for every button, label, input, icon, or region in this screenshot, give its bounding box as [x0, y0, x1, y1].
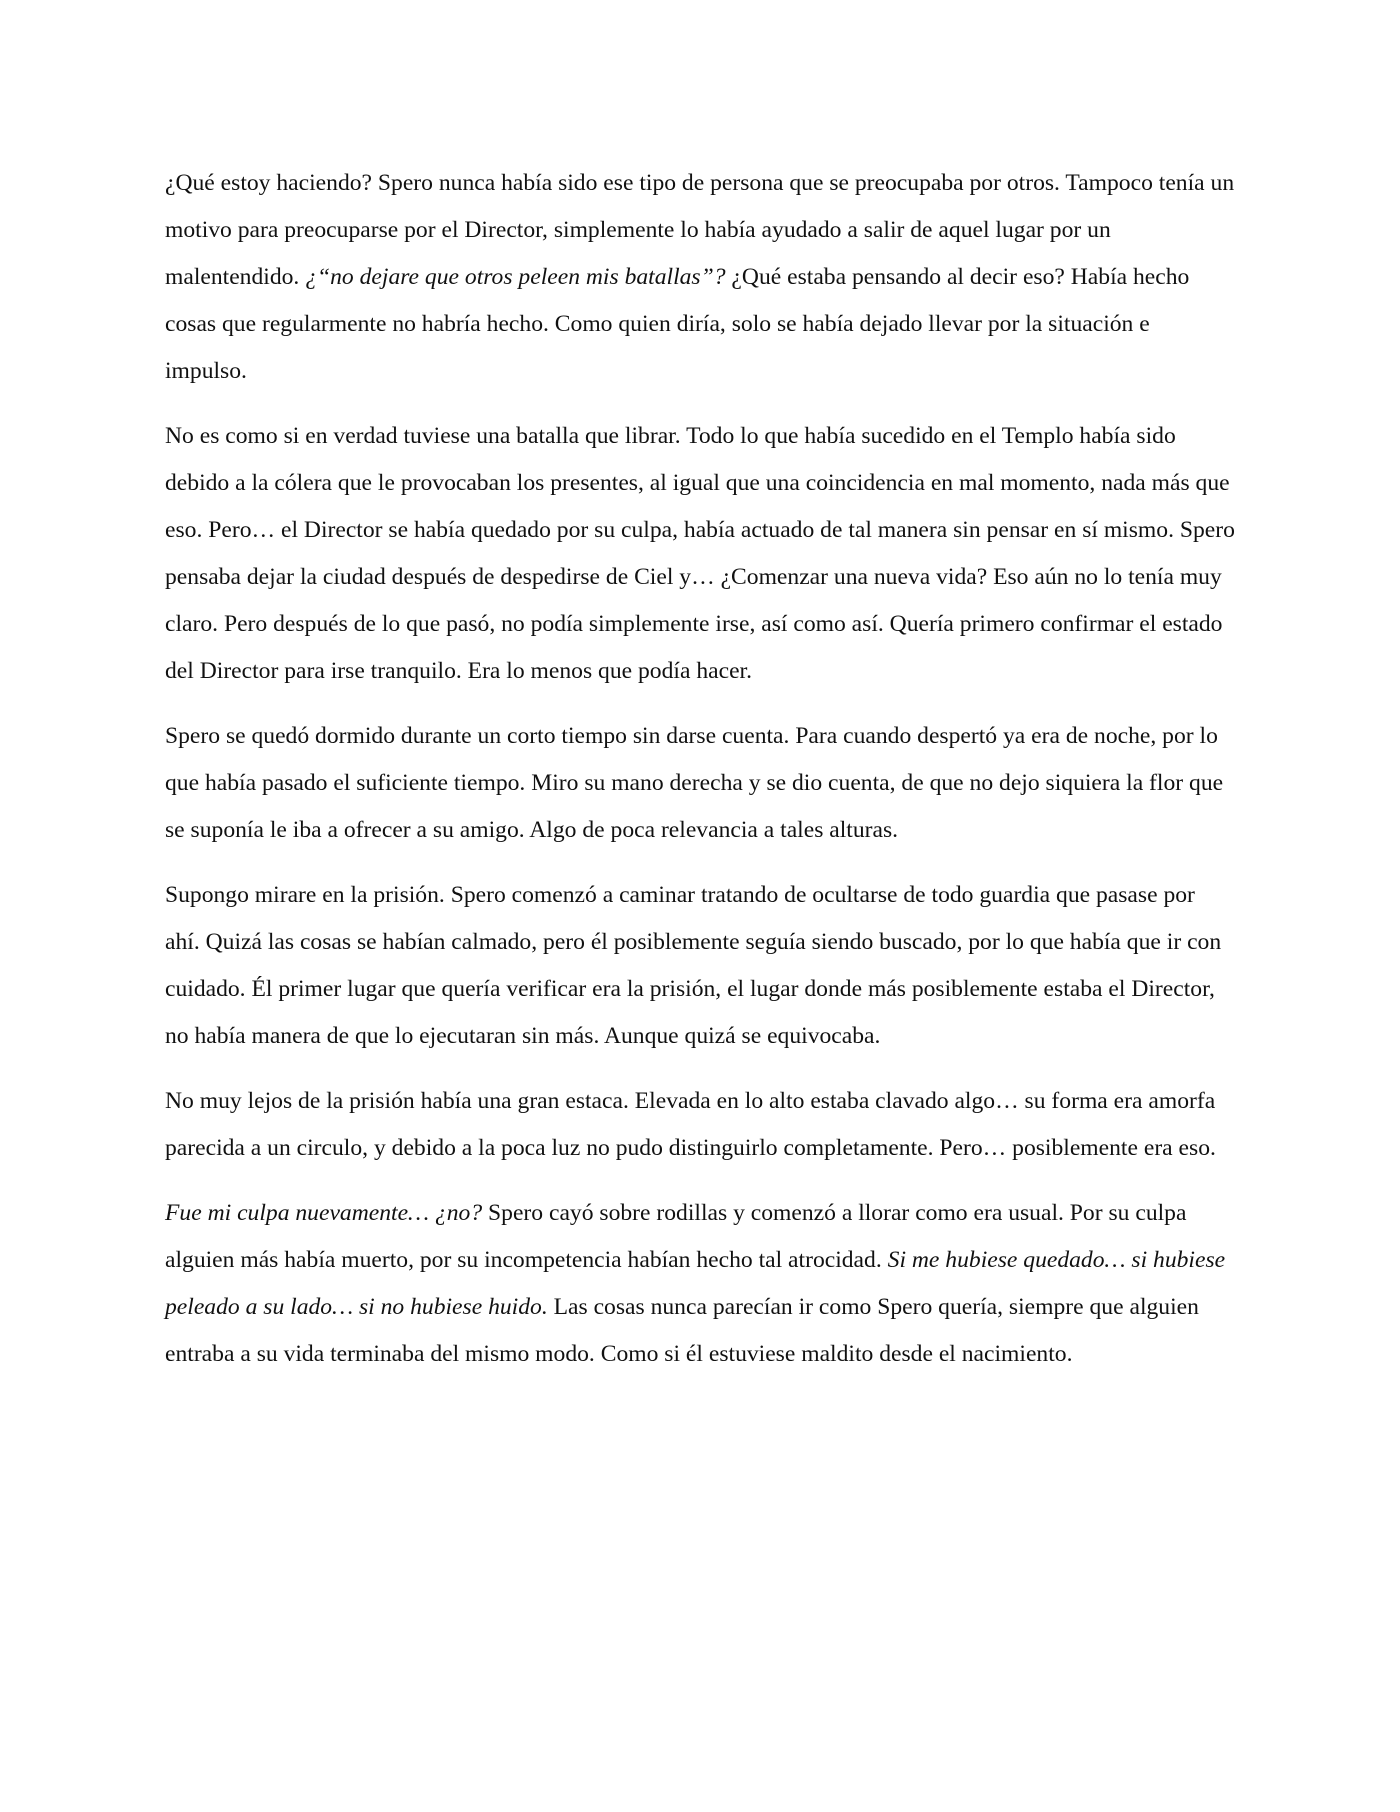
paragraph-6-segment-1: Fue mi culpa nuevamente… ¿no?: [165, 1200, 483, 1226]
paragraph-2: [165, 413, 1235, 695]
paragraph-4-segment-1: Supongo mirare en la prisión.: [165, 882, 445, 908]
paragraph-1: [165, 160, 1235, 395]
paragraph-6-segment-4: Las cosas nunca parecían ir como Spero quería, siempre que alguien entraba a su vida terminaba del mismo modo. Como si él estuviese maldito desde el nacimiento.: [165, 1294, 1199, 1367]
paragraph-1-segment-3: ¿Qué estaba pensando al decir eso? Había hecho cosas que regularmente no habría hecho. Como quien diría, solo se había dejado llevar por la situación e impulso.: [165, 264, 1190, 384]
paragraph-1-segment-1: ¿Qué estoy haciendo? Spero nunca había sido ese tipo de persona que se preocupaba por otros. Tampoco tenía un motivo para preocuparse por el Director, simplemente lo había ayudado a salir de aquel lugar por un malentendido.: [165, 170, 1235, 290]
paragraph-3: [165, 713, 1235, 854]
paragraph-4-segment-2: Spero comenzó a caminar tratando de ocultarse de todo guardia que pasase por ahí. Quizá las cosas se habían calmado, pero él posiblemente seguía siendo buscado, por lo que había que ir con cuidado. Él primer lugar que quería verificar era la prisión, el lugar donde más posiblemente estaba el Director, no había manera de que lo ejecutaran sin más. Aunque quizá se equivocaba.: [165, 882, 1222, 1049]
paragraph-2-segment-1: No es como si en verdad tuviese una batalla que librar. Todo lo que había sucedido en el Templo había sido debido a la cólera que le provocaban los presentes, al igual que una coincidencia en mal momento, nada más que eso. Pero… el Director se había quedado por su culpa, había actuado de tal manera sin pensar en sí mismo. Spero pensaba dejar la ciudad después de despedirse de Ciel y… ¿Comenzar una nueva vida? Eso aún no lo tenía muy claro. Pero después de lo que pasó, no podía simplemente irse, así como así. Quería primero confirmar el estado del Director para irse tranquilo. Era lo menos que podía hacer.: [165, 423, 1235, 684]
text-column: [165, 160, 1235, 1396]
paragraph-6-segment-2: Spero cayó sobre rodillas y comenzó a llorar como era usual. Por su culpa alguien más había muerto, por su incompetencia habían hecho tal atrocidad.: [165, 1200, 1187, 1273]
paragraph-3-segment-1: Spero se quedó dormido durante un corto tiempo sin darse cuenta. Para cuando despertó ya era de noche, por lo que había pasado el suficiente tiempo. Miro su mano derecha y se dio cuenta, de que no dejo siquiera la flor que se suponía le iba a ofrecer a su amigo. Algo de poca relevancia a tales alturas.: [165, 723, 1224, 843]
paragraph-4: [165, 872, 1235, 1060]
paragraph-5-segment-1: No muy lejos de la prisión había una gran estaca. Elevada en lo alto estaba clavado algo… su forma era amorfa parecida a un circulo, y debido a la poca luz no pudo distinguirlo completamente. Pero… posiblemente era eso.: [165, 1088, 1216, 1161]
paragraph-1-segment-2: ¿“no dejare que otros peleen mis batallas”?: [305, 264, 726, 290]
paragraph-6-segment-3: Si me hubiese quedado… si hubiese peleado a su lado… si no hubiese huido.: [165, 1247, 1226, 1320]
paragraph-6: [165, 1190, 1235, 1378]
paragraph-5: [165, 1078, 1235, 1172]
